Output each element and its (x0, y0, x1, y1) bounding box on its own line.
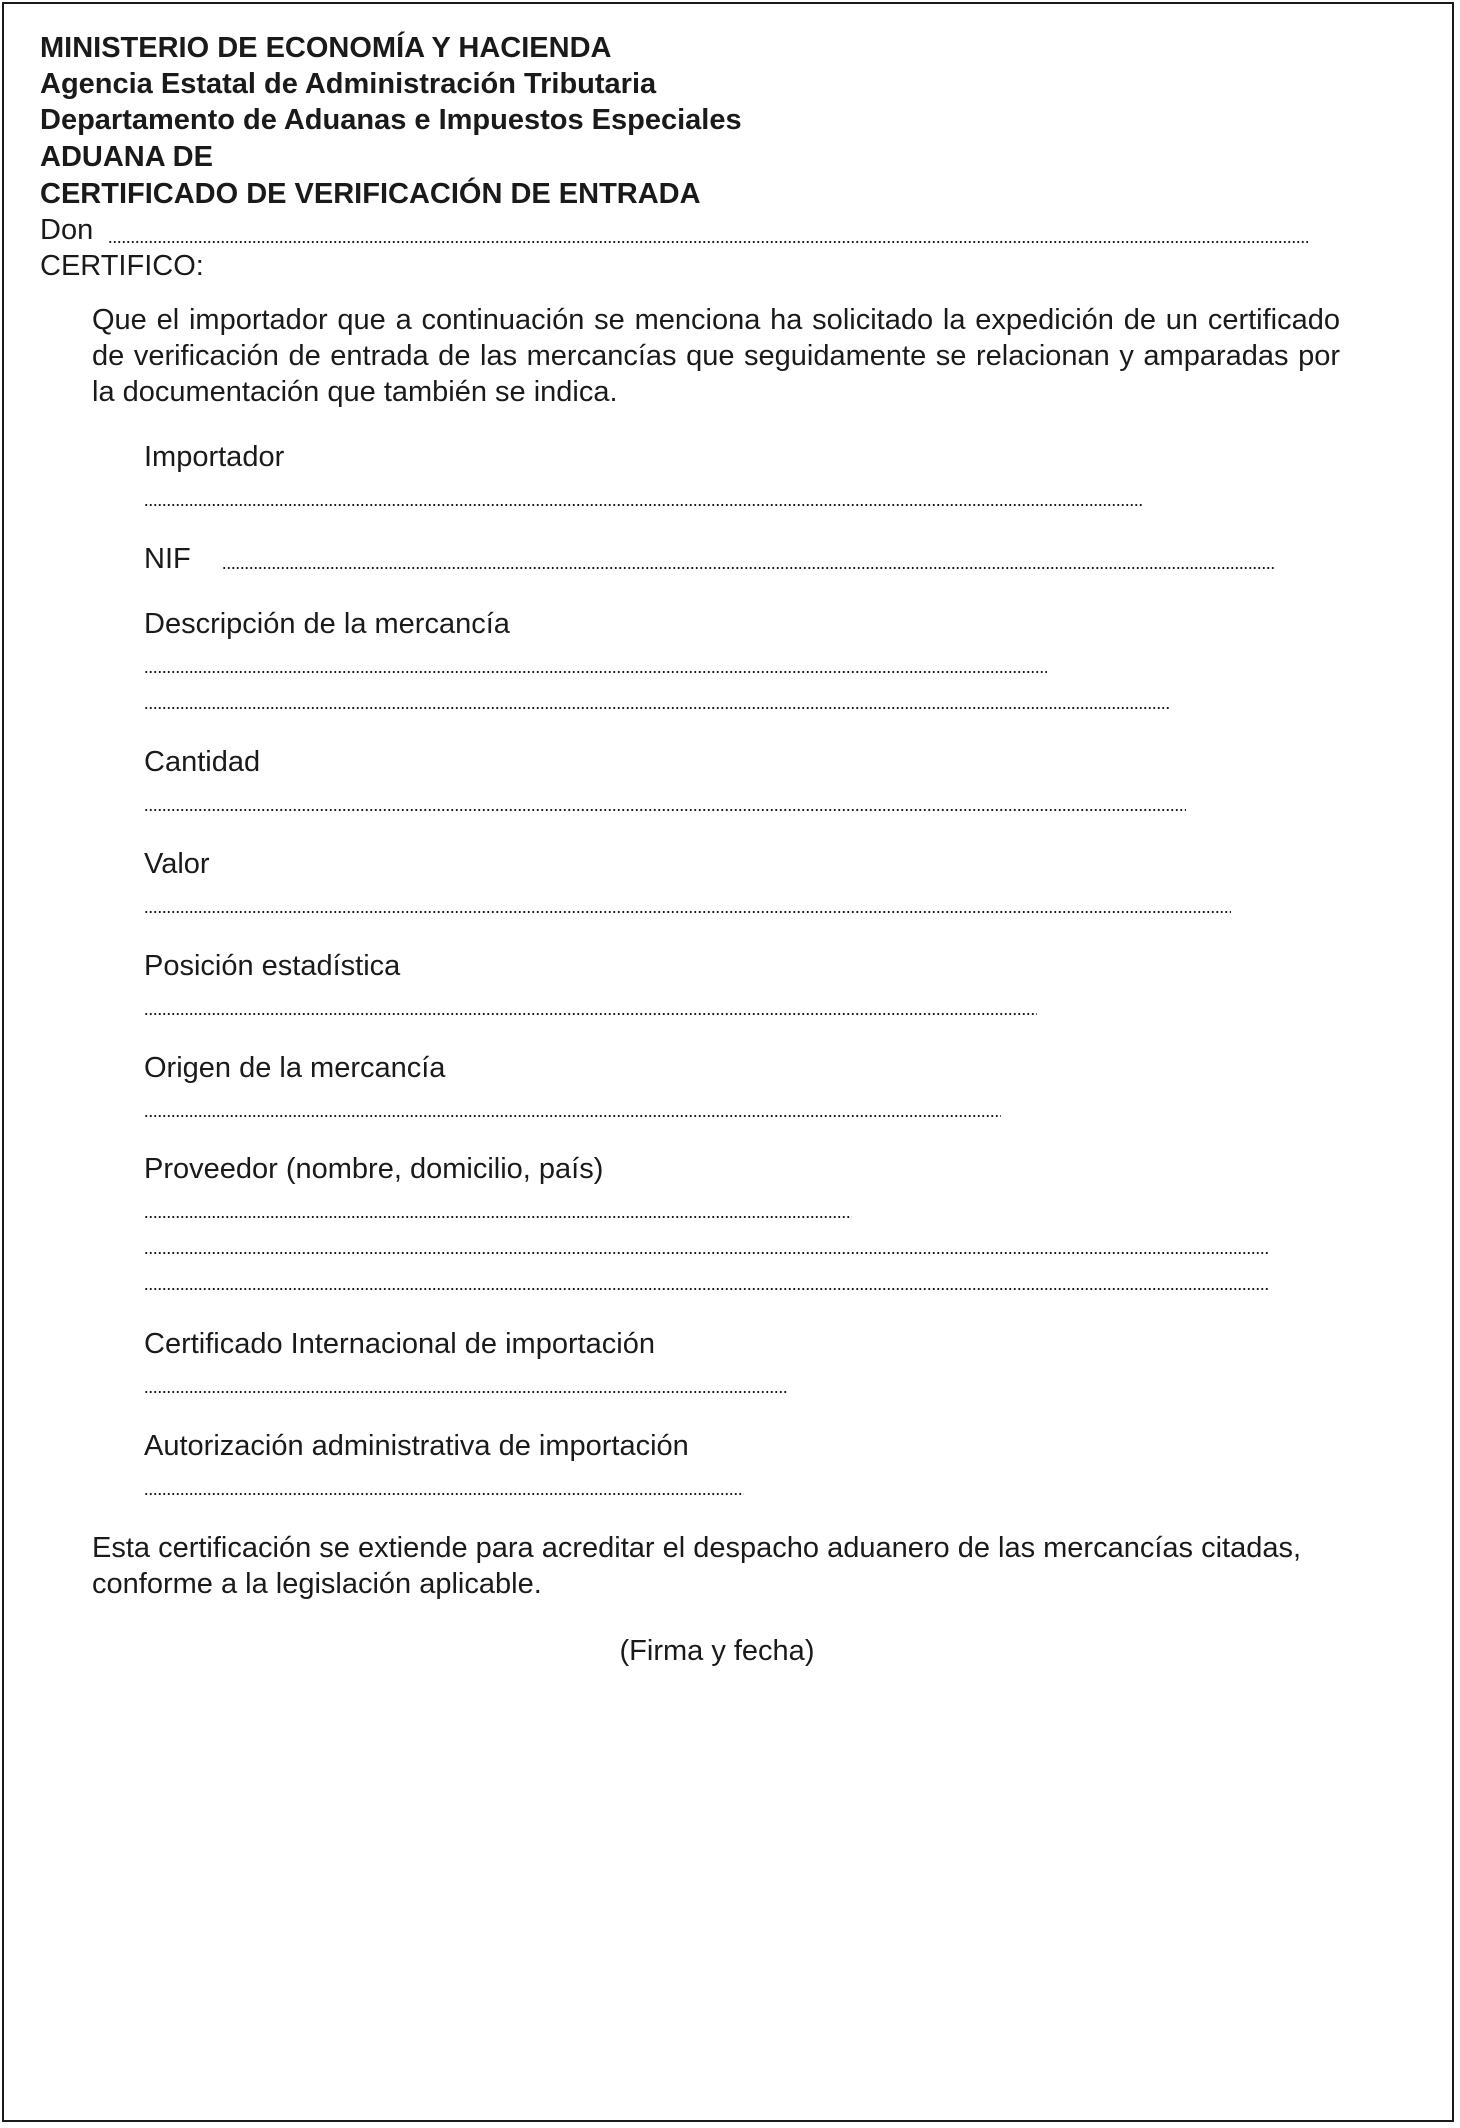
customs-heading: ADUANA DE (40, 141, 213, 173)
intro-paragraph: Que el importador que a continuación se menciona ha solicitado la expedición de un certificado de verificación de entrada de las mercancías que seguidamente se relacionan y amparadas por la documentación que también se indica. (92, 304, 1340, 408)
importador-label: Importador (144, 441, 285, 473)
proveedor-dotted-field-1[interactable] (144, 1216, 852, 1218)
proveedor-dotted-field-3[interactable] (144, 1288, 1268, 1290)
certificate-title: CERTIFICADO DE VERIFICACIÓN DE ENTRADA (40, 178, 701, 210)
descripcion-label: Descripción de la mercancía (144, 608, 510, 640)
posicion-label: Posición estadística (144, 950, 401, 982)
closing-paragraph: Esta certificación se extiende para acreditar el despacho aduanero de las mercancías citadas, conforme a la legislación aplicable. (92, 1532, 1302, 1600)
certificado-dotted-field[interactable] (144, 1391, 788, 1393)
origen-dotted-field[interactable] (144, 1115, 1001, 1117)
autorizacion-label: Autorización administrativa de importación (144, 1430, 689, 1462)
signature-label: (Firma y fecha) (619, 1635, 815, 1667)
autorizacion-dotted-field[interactable] (144, 1493, 744, 1495)
nif-label: NIF (144, 543, 191, 575)
posicion-dotted-field[interactable] (144, 1013, 1037, 1015)
department-heading: Departamento de Aduanas e Impuestos Especiales (40, 104, 742, 136)
valor-label: Valor (144, 848, 210, 880)
proveedor-dotted-field-2[interactable] (144, 1252, 1268, 1254)
ministry-heading: MINISTERIO DE ECONOMÍA Y HACIENDA (40, 32, 612, 64)
proveedor-label: Proveedor (nombre, domicilio, país) (144, 1153, 604, 1185)
cantidad-dotted-field[interactable] (144, 809, 1186, 811)
agency-heading: Agencia Estatal de Administración Tributaria (40, 68, 657, 100)
origen-label: Origen de la mercancía (144, 1052, 446, 1084)
cantidad-label: Cantidad (144, 746, 261, 778)
nif-dotted-field[interactable] (222, 567, 1274, 569)
don-dotted-field[interactable] (108, 241, 1308, 243)
don-label: Don (40, 214, 94, 246)
valor-dotted-field[interactable] (144, 911, 1231, 913)
importador-dotted-field[interactable] (144, 504, 1142, 506)
certificado-label: Certificado Internacional de importación (144, 1328, 655, 1360)
certifico-label: CERTIFICO: (40, 250, 204, 282)
descripcion-dotted-field-1[interactable] (144, 671, 1047, 673)
descripcion-dotted-field-2[interactable] (144, 707, 1169, 709)
